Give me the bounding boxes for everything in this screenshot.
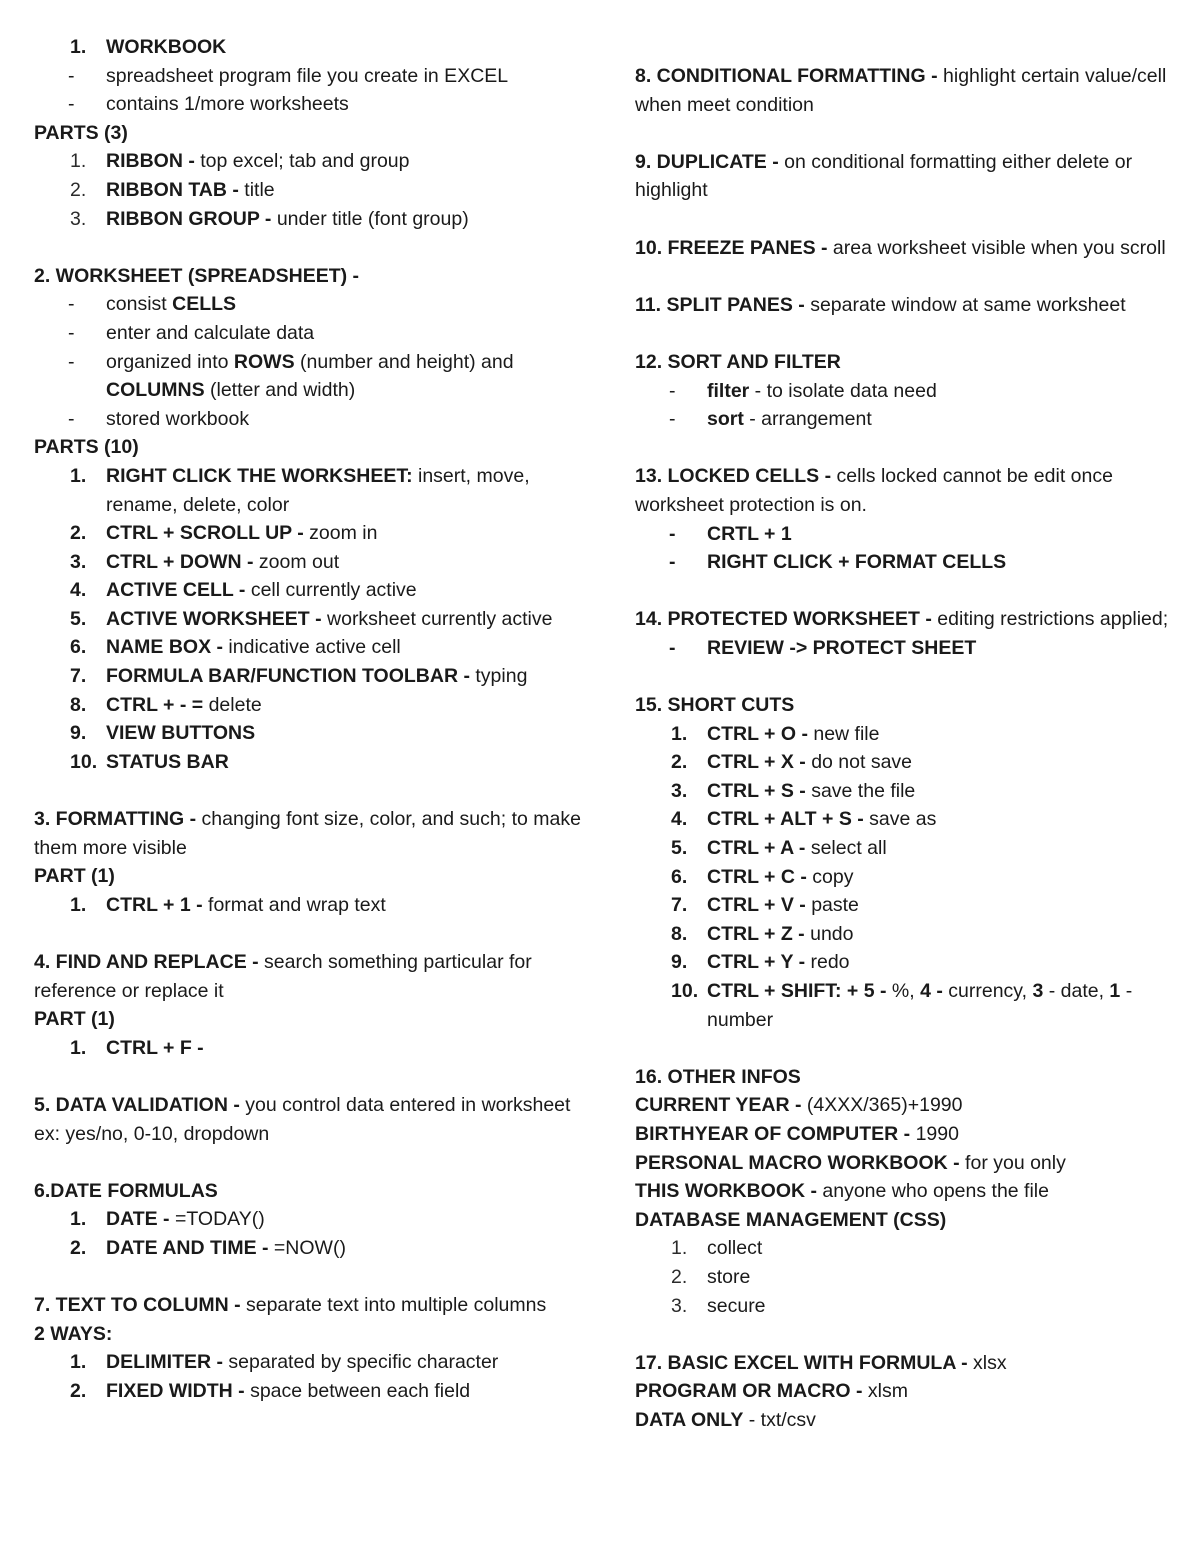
bullet-text: - to isolate data need [749,379,937,402]
item-term: CTRL + O - [707,722,808,745]
section-5-heading [34,1091,582,1120]
list-number: 5. [70,607,87,630]
item-term: RIGHT CLICK THE WORKSHEET: [106,464,413,487]
section-title: 3. FORMATTING - [34,808,197,831]
item-term: CTRL + ALT + S - [707,808,864,831]
section-16-heading: 16. OTHER INFOS [635,1065,801,1088]
info-term: CURRENT YEAR - [635,1094,802,1117]
list-item [635,891,1175,920]
section-14-heading [635,605,1175,634]
item-desc: currency, [942,980,1033,1002]
list-item [34,1348,582,1377]
section-8-heading [635,62,1175,119]
section-17-heading [635,1349,1175,1378]
list-number: 9. [70,722,87,745]
item-term: FIXED WIDTH - [106,1379,245,1402]
bullet-item [635,520,1175,549]
item-desc: do not save [805,751,913,774]
bullet-text: stored workbook [106,407,250,430]
item-desc: redo [805,951,850,974]
bullet-text: - arrangement [743,408,872,431]
bullet-item [34,319,582,348]
info-row [635,1120,1175,1149]
list-item [34,462,582,519]
section-9-heading [635,148,1175,205]
bullet-text: (letter and width) [204,379,356,402]
item-term: CTRL + F - [106,1036,204,1059]
list-number: 10. [70,750,98,773]
item-term: CTRL + 1 - [106,893,203,916]
section-2-heading: 2. WORKSHEET (SPREADSHEET) - [34,264,360,287]
item-desc: - number [707,980,1133,1031]
bullet-term: COLUMNS [106,379,205,402]
bullet-item [34,290,582,319]
section-11-heading [635,291,1175,320]
item-term: RIBBON - [106,150,195,173]
list-number: 1. [671,722,688,745]
section-title: 7. TEXT TO COLUMN - [34,1294,241,1317]
item-desc: under title (font group) [271,207,469,230]
item-term: CTRL + DOWN - [106,550,254,573]
list-number: 2. [671,1265,688,1288]
item-term: ACTIVE CELL - [106,579,246,602]
bullet-term: sort [707,408,744,431]
bullet-item [34,348,582,405]
list-item [34,1034,582,1063]
section-title: 9. DUPLICATE - [635,150,779,173]
item-desc: format and wrap text [202,893,386,916]
list-number: 7. [671,894,688,917]
item-term: DELIMITER - [106,1351,223,1374]
info-term: DATA ONLY [635,1408,744,1431]
section-desc: changing font size, color, and such; to make them more visible [34,808,581,859]
section-desc: separate text into multiple columns [240,1294,547,1317]
info-desc: for you only [959,1151,1066,1174]
parts-label: PARTS (3) [34,121,128,144]
list-number: 1. [70,36,87,58]
list-item [34,891,582,920]
item-term: STATUS BAR [106,750,229,773]
list-number: 1. [671,1237,688,1260]
dash-marker: - [669,522,676,545]
item-term: RIBBON GROUP - [106,207,272,230]
section-7-heading [34,1291,582,1320]
section-title: 14. PROTECTED WORKSHEET - [635,608,932,631]
list-number: 1. [70,464,87,487]
item-term: CTRL + S - [707,779,806,802]
item-term: CTRL + SHIFT: + 5 - [707,980,887,1002]
item-term: DATE - [106,1208,170,1231]
bullet-item [635,634,1175,663]
info-desc: xlsx [967,1351,1007,1374]
database-title: DATABASE MANAGEMENT (CSS) [635,1208,947,1231]
item-desc: worksheet currently active [321,607,553,630]
item-desc: indicative active cell [223,636,401,659]
bullet-text: enter and calculate data [106,321,315,344]
list-item [34,548,582,577]
parts-label: 2 WAYS: [34,1322,113,1345]
list-item [34,1205,582,1234]
dash-marker: - [68,293,75,316]
item-desc: save the file [805,779,916,802]
info-row [635,1406,1175,1435]
section-4-heading [34,948,582,1005]
list-item [34,576,582,605]
item-desc: save as [863,808,937,831]
list-item [34,719,582,748]
list-item [34,691,582,720]
list-item [34,147,582,176]
item-desc: insert, move, rename, delete, color [106,464,530,516]
item-desc: copy [806,865,854,888]
list-number: 2. [70,1379,87,1402]
item-desc: zoom out [253,550,340,573]
section-title: WORKBOOK [106,36,227,58]
list-number: 6. [671,865,688,888]
info-desc: xlsm [862,1380,908,1403]
list-number: 7. [70,665,87,688]
item-desc: %, [886,980,921,1002]
list-number: 3. [70,207,87,230]
section-desc: search something particular for reference or replace it [34,951,532,1002]
section-desc: area worksheet visible when you scroll [827,236,1166,259]
bullet-text: contains 1/more worksheets [106,93,349,116]
item-term: CTRL + Y - [707,951,806,974]
list-number: 1. [70,1351,87,1374]
item-term: ACTIVE WORKSHEET - [106,607,322,630]
list-item [34,748,582,777]
right-column [635,62,1175,1435]
list-item [635,948,1175,977]
bullet-text: (number and height) and [294,350,514,373]
list-number: 8. [70,693,87,716]
section-desc: on conditional formatting either delete or highlight [635,150,1133,202]
item-term: DATE AND TIME - [106,1236,269,1259]
item-desc: collect [707,1237,763,1260]
item-term: 3 [1032,980,1044,1002]
item-desc: zoom in [303,522,378,545]
bullet-text: consist [106,293,173,316]
bullet-item [635,377,1175,406]
item-term: 1 [1109,980,1121,1002]
list-item [34,205,582,234]
bullet-term: CELLS [172,293,237,316]
bullet-term: CRTL + 1 [707,522,792,545]
item-desc: store [707,1265,751,1288]
item-desc: space between each field [244,1379,471,1402]
list-number: 3. [671,1294,688,1317]
item-term: CTRL + C - [707,865,807,888]
section-title: 5. DATA VALIDATION - [34,1093,240,1116]
item-desc: select all [805,837,887,860]
item-desc: separated by specific character [223,1351,499,1374]
bullet-text: organized into [106,350,234,373]
item-term: CTRL + A - [707,837,806,860]
info-desc: anyone who opens the file [816,1180,1049,1203]
dash-marker: - [669,408,676,431]
list-item [34,176,582,205]
item-desc: =TODAY() [169,1208,265,1231]
bullet-term: ROWS [233,350,295,373]
item-desc: secure [707,1294,766,1317]
list-item [635,720,1175,749]
list-item [635,1263,1175,1292]
info-term: 17. BASIC EXCEL WITH FORMULA - [635,1351,968,1374]
info-term: THIS WORKBOOK - [635,1180,817,1203]
info-desc: 1990 [910,1122,959,1145]
item-term: RIBBON TAB - [106,178,239,201]
item-desc: typing [469,665,528,688]
item-desc: paste [805,894,859,917]
item-desc: =NOW() [268,1236,346,1259]
info-term: PERSONAL MACRO WORKBOOK - [635,1151,960,1174]
info-desc: - txt/csv [743,1408,816,1431]
item-term: NAME BOX - [106,636,223,659]
item-desc: top excel; tab and group [194,150,410,173]
list-item [635,977,1175,1034]
list-item [635,748,1175,777]
parts-label: PARTS (10) [34,436,139,459]
section-3-heading [34,805,582,862]
item-desc: title [238,178,275,201]
bullet-item [635,405,1175,434]
list-item [34,605,582,634]
list-number: 3. [671,779,688,802]
list-item [635,1292,1175,1321]
info-term: BIRTHYEAR OF COMPUTER - [635,1122,911,1145]
section-6-heading: 6.DATE FORMULAS [34,1179,218,1202]
dash-marker: - [68,64,75,87]
info-desc: (4XXX/365)+1990 [801,1094,963,1117]
list-number: 6. [70,636,87,659]
list-number: 1. [70,893,87,916]
list-item [635,777,1175,806]
list-item [635,834,1175,863]
list-number: 2. [70,522,87,545]
item-term: CTRL + V - [707,894,806,917]
list-item [34,633,582,662]
list-item [635,1234,1175,1263]
section-15-heading: 15. SHORT CUTS [635,694,795,717]
list-number: 2. [70,178,87,201]
list-item [34,662,582,691]
section-desc: separate window at same worksheet [804,293,1126,316]
bullet-item [635,548,1175,577]
section-13-heading [635,462,1175,519]
list-number: 9. [671,951,688,974]
list-number: 1. [70,1208,87,1231]
info-row [635,1149,1175,1178]
list-number: 4. [671,808,688,831]
list-item [635,863,1175,892]
info-row [635,1091,1175,1120]
section-desc: editing restrictions applied; [931,608,1169,631]
list-number: 1. [70,150,87,173]
list-item [34,1377,582,1406]
section-desc: highlight certain value/cell when meet condition [635,65,1167,116]
info-row [635,1377,1175,1406]
section-title: 11. SPLIT PANES - [635,293,805,316]
item-desc: - date, [1043,980,1110,1002]
bullet-item [34,62,582,91]
list-item [34,519,582,548]
example-text: ex: yes/no, 0-10, dropdown [34,1122,270,1145]
section-desc: you control data entered in worksheet [239,1093,571,1116]
bullet-term: REVIEW -> PROTECT SHEET [707,636,977,659]
item-term: CTRL + SCROLL UP - [106,522,304,545]
dash-marker: - [68,93,75,116]
item-desc: undo [804,922,854,945]
item-term: CTRL + X - [707,751,806,774]
bullet-item [34,90,582,119]
bullet-item [34,405,582,434]
list-number: 1. [70,1036,87,1059]
section-title: 13. LOCKED CELLS - [635,465,832,488]
dash-marker: - [68,350,75,373]
list-number: 5. [671,837,688,860]
list-number: 2. [671,751,688,774]
item-desc: new file [807,722,880,745]
section-12-heading: 12. SORT AND FILTER [635,350,841,373]
section-desc: cells locked cannot be edit once worksheet protection is on. [635,465,1113,516]
left-column [34,33,582,1406]
dash-marker: - [68,321,75,344]
list-number: 4. [70,579,87,602]
list-item [34,1234,582,1263]
section-title: 8. CONDITIONAL FORMATTING - [635,65,938,87]
info-term: PROGRAM OR MACRO - [635,1380,863,1403]
item-desc: delete [203,693,262,716]
item-term: 4 - [920,980,943,1002]
parts-label: PART (1) [34,865,115,888]
list-number: 8. [671,922,688,945]
section-10-heading [635,234,1175,263]
list-item [635,920,1175,949]
info-row [635,1177,1175,1206]
section-1-heading [34,33,582,62]
parts-label: PART (1) [34,1008,115,1031]
item-term: FORMULA BAR/FUNCTION TOOLBAR - [106,665,470,688]
dash-marker: - [68,407,75,430]
dash-marker: - [669,551,676,574]
list-number: 3. [70,550,87,573]
item-desc: cell currently active [245,579,417,602]
item-term: CTRL + Z - [707,922,805,945]
bullet-term: filter [707,379,750,402]
bullet-term: RIGHT CLICK + FORMAT CELLS [707,551,1007,574]
item-term: VIEW BUTTONS [106,722,256,745]
list-number: 2. [70,1236,87,1259]
item-term: CTRL + - = [106,693,204,716]
list-item [635,805,1175,834]
section-title: 10. FREEZE PANES - [635,236,828,259]
dash-marker: - [669,636,676,659]
dash-marker: - [669,379,676,402]
bullet-text: spreadsheet program file you create in EXCEL [106,64,509,87]
list-number: 10. [671,980,699,1002]
section-title: 4. FIND AND REPLACE - [34,951,259,973]
